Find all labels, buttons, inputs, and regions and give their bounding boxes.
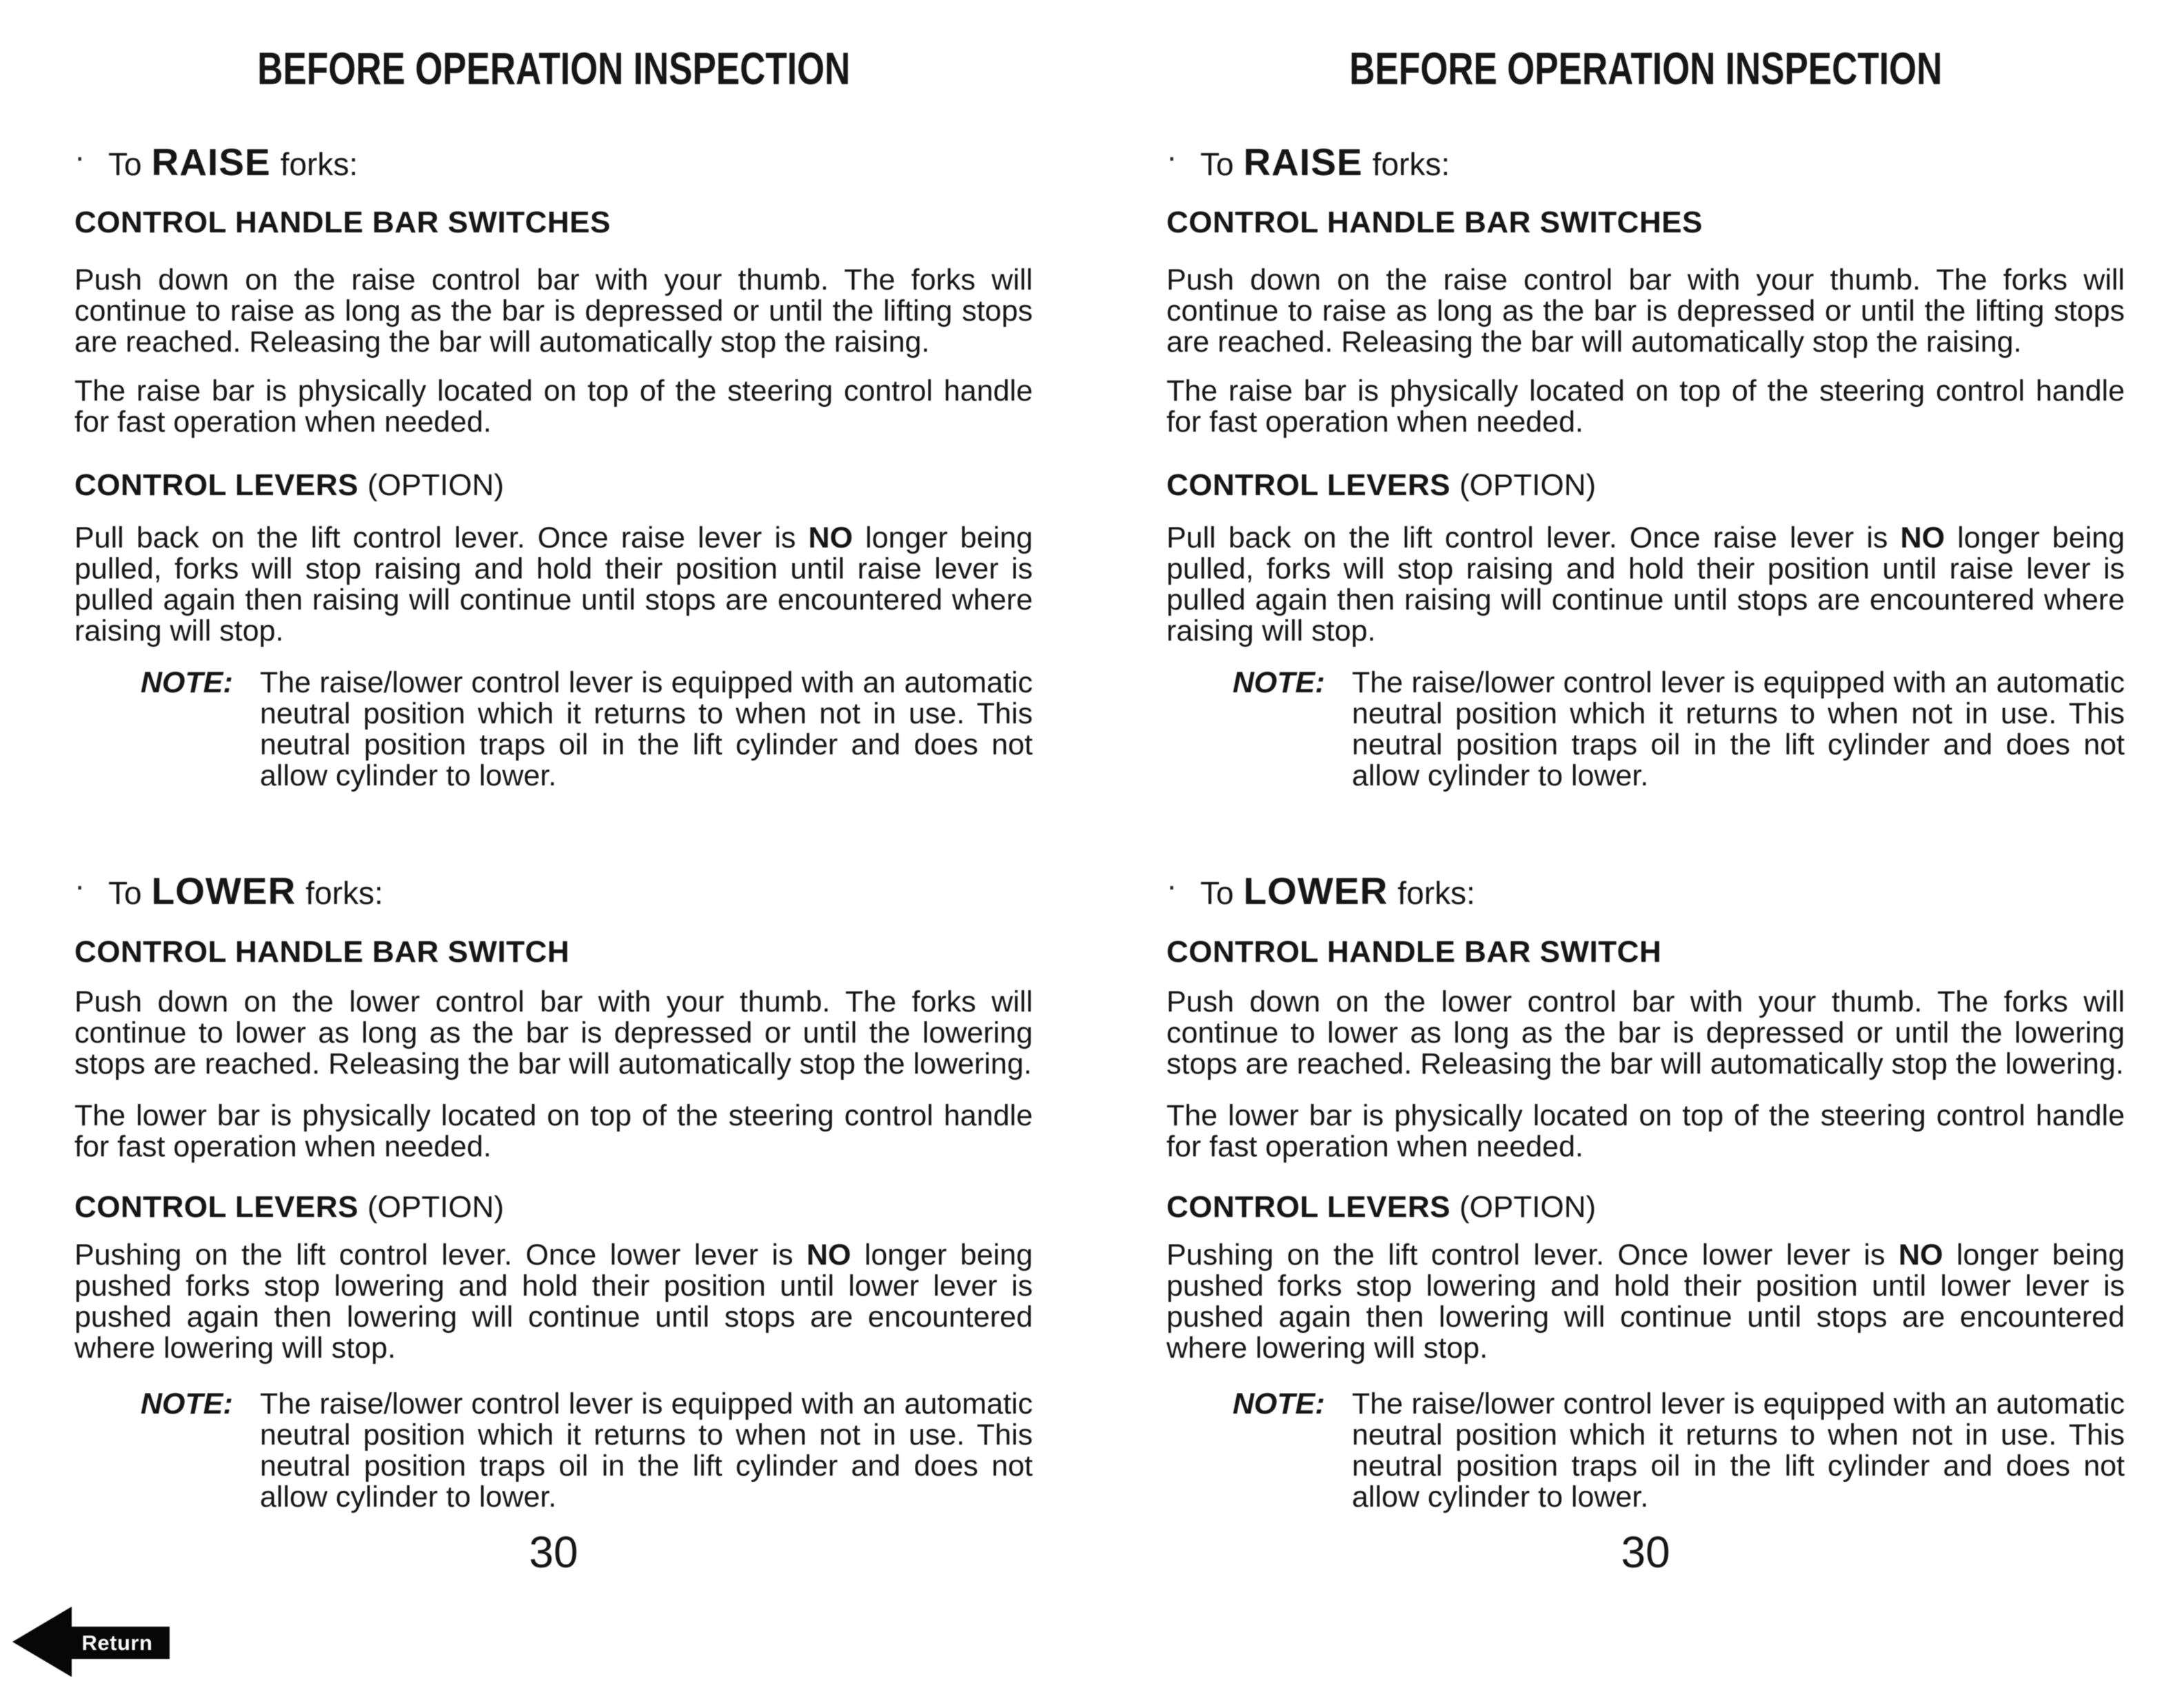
lower-levers-paragraph [74, 1240, 1033, 1364]
raise-switch-heading: CONTROL HANDLE BAR SWITCHES [74, 205, 611, 239]
lower-note-text: The raise/lower control lever is equipped with an automatic neutral position which it returns to when not in use. This neutral position traps oil in the lift cylinder and does not allow cylinder to lower. [1352, 1387, 2125, 1514]
raise-switch-paragraph-1: Push down on the raise control bar with your thumb. The forks will continue to raise as long as the bar is depressed or until the lifting stops are reached. Releasing the bar will automatically stop the raising. [74, 263, 1033, 359]
lower-section-lead [74, 867, 1033, 912]
raise-note-label: NOTE: [141, 666, 233, 699]
lower-levers-heading [74, 1190, 1033, 1225]
raise-note-label: NOTE: [1233, 666, 1325, 699]
lower-section-lead [1166, 867, 2125, 912]
raise-levers-no-emphasis: NO [808, 521, 853, 554]
page-title-text: BEFORE OPERATION INSPECTION [256, 43, 850, 94]
lower-levers-heading-bold: CONTROL LEVERS [74, 1190, 359, 1224]
raise-levers-text-pre: Pull back on the lift control lever. Once raise lever is [74, 521, 809, 554]
raise-note-text: The raise/lower control lever is equipped with an automatic neutral position which it returns to when not in use. This neutral position traps oil in the lift cylinder and does not allow cylinder to lower. [260, 666, 1033, 792]
lower-switch-heading: CONTROL HANDLE BAR SWITCH [74, 935, 570, 969]
raise-lead-prefix: To [1200, 146, 1234, 182]
page-title-text: BEFORE OPERATION INSPECTION [1348, 43, 1942, 94]
lower-keyword: LOWER [151, 870, 296, 912]
lower-levers-heading-option: (OPTION) [367, 1190, 504, 1224]
page-content [1166, 0, 2125, 1575]
lower-levers-text-post: longer being pushed forks stop lowering and hold their position until lower lever is pushed again then lowering will continue until stops are encountered where lowering will stop. [74, 1238, 1033, 1365]
raise-levers-heading-bold: CONTROL LEVERS [1166, 468, 1451, 502]
raise-levers-heading-option: (OPTION) [367, 468, 504, 502]
lower-switch-paragraph-2: The lower bar is physically located on top of the steering control handle for fast operation when needed. [74, 1099, 1033, 1163]
raise-keyword: RAISE [151, 141, 271, 183]
lower-switch-paragraph-1: Push down on the lower control bar with your thumb. The forks will continue to lower as long as the bar is depressed or until the lowering stops are reached. Releasing the bar will automatically stop the lowering. [1166, 985, 2125, 1081]
raise-section-lead [74, 139, 1033, 183]
lower-lead-suffix: forks: [305, 875, 383, 911]
raise-levers-text-post: longer being pulled, forks will stop raising and hold their position until raise lever is pulled again then raising will continue until stops are encountered where raising will stop. [1166, 521, 2125, 647]
bullet-icon: · [74, 867, 85, 903]
raise-note [1233, 667, 2125, 792]
raise-levers-heading [1166, 468, 2125, 503]
raise-levers-text-pre: Pull back on the lift control lever. Once raise lever is [1166, 521, 1901, 554]
raise-levers-no-emphasis: NO [1900, 521, 1945, 554]
raise-levers-heading-option: (OPTION) [1459, 468, 1596, 502]
lower-keyword: LOWER [1243, 870, 1388, 912]
lower-levers-paragraph [1166, 1240, 2125, 1364]
return-arrow-icon [12, 1607, 72, 1677]
raise-keyword: RAISE [1243, 141, 1363, 183]
raise-switch-paragraph-1: Push down on the raise control bar with your thumb. The forks will continue to raise as long as the bar is depressed or until the lifting stops are reached. Releasing the bar will automatically stop the raising. [1166, 263, 2125, 359]
page-title [1166, 43, 2125, 94]
page-number: 30 [529, 1527, 578, 1577]
lower-note [1233, 1389, 2125, 1513]
lower-levers-heading [1166, 1190, 2125, 1225]
raise-levers-paragraph [74, 523, 1033, 647]
return-button[interactable] [12, 1604, 178, 1682]
raise-note-text: The raise/lower control lever is equipped with an automatic neutral position which it returns to when not in use. This neutral position traps oil in the lift cylinder and does not allow cylinder to lower. [1352, 666, 2125, 792]
bullet-icon: · [74, 139, 85, 174]
page-number: 30 [1621, 1527, 1670, 1577]
lower-switch-paragraph-2: The lower bar is physically located on top of the steering control handle for fast operation when needed. [1166, 1099, 2125, 1163]
raise-switch-paragraph-2: The raise bar is physically located on top of the steering control handle for fast operation when needed. [74, 374, 1033, 439]
raise-switch-paragraph-2: The raise bar is physically located on top of the steering control handle for fast operation when needed. [1166, 374, 2125, 439]
lower-lead-prefix: To [1200, 875, 1234, 911]
lower-levers-no-emphasis: NO [806, 1238, 851, 1272]
raise-lead-suffix: forks: [280, 146, 358, 182]
bullet-icon: · [1166, 139, 1177, 174]
lower-note-label: NOTE: [1233, 1387, 1325, 1420]
bullet-icon: · [1166, 867, 1177, 903]
raise-levers-text-post: longer being pulled, forks will stop raising and hold their position until raise lever is pulled again then raising will continue until stops are encountered where raising will stop. [74, 521, 1033, 647]
lower-levers-no-emphasis: NO [1898, 1238, 1943, 1272]
manual-page-right [1092, 0, 2184, 1688]
raise-levers-heading [74, 468, 1033, 503]
lower-switch-heading: CONTROL HANDLE BAR SWITCH [1166, 935, 1662, 969]
raise-lead-prefix: To [108, 146, 142, 182]
page-content [74, 0, 1033, 1575]
lower-levers-heading-option: (OPTION) [1459, 1190, 1596, 1224]
lower-note [141, 1389, 1033, 1513]
return-button-label: Return [65, 1627, 170, 1659]
lower-switch-paragraph-1: Push down on the lower control bar with your thumb. The forks will continue to lower as long as the bar is depressed or until the lowering stops are reached. Releasing the bar will automatically stop the lowering. [74, 985, 1033, 1081]
lower-lead-prefix: To [108, 875, 142, 911]
lower-levers-text-post: longer being pushed forks stop lowering and hold their position until lower lever is pushed again then lowering will continue until stops are encountered where lowering will stop. [1166, 1238, 2125, 1365]
lower-levers-text-pre: Pushing on the lift control lever. Once lower lever is [74, 1238, 807, 1272]
lower-lead-suffix: forks: [1397, 875, 1475, 911]
raise-lead-suffix: forks: [1372, 146, 1450, 182]
raise-levers-heading-bold: CONTROL LEVERS [74, 468, 359, 502]
raise-note [141, 667, 1033, 792]
raise-section-lead [1166, 139, 2125, 183]
lower-levers-heading-bold: CONTROL LEVERS [1166, 1190, 1451, 1224]
lower-note-label: NOTE: [141, 1387, 233, 1420]
raise-switch-heading: CONTROL HANDLE BAR SWITCHES [1166, 205, 1703, 239]
lower-note-text: The raise/lower control lever is equipped with an automatic neutral position which it returns to when not in use. This neutral position traps oil in the lift cylinder and does not allow cylinder to lower. [260, 1387, 1033, 1514]
lower-levers-text-pre: Pushing on the lift control lever. Once lower lever is [1166, 1238, 1899, 1272]
raise-levers-paragraph [1166, 523, 2125, 647]
page-title [74, 43, 1033, 94]
